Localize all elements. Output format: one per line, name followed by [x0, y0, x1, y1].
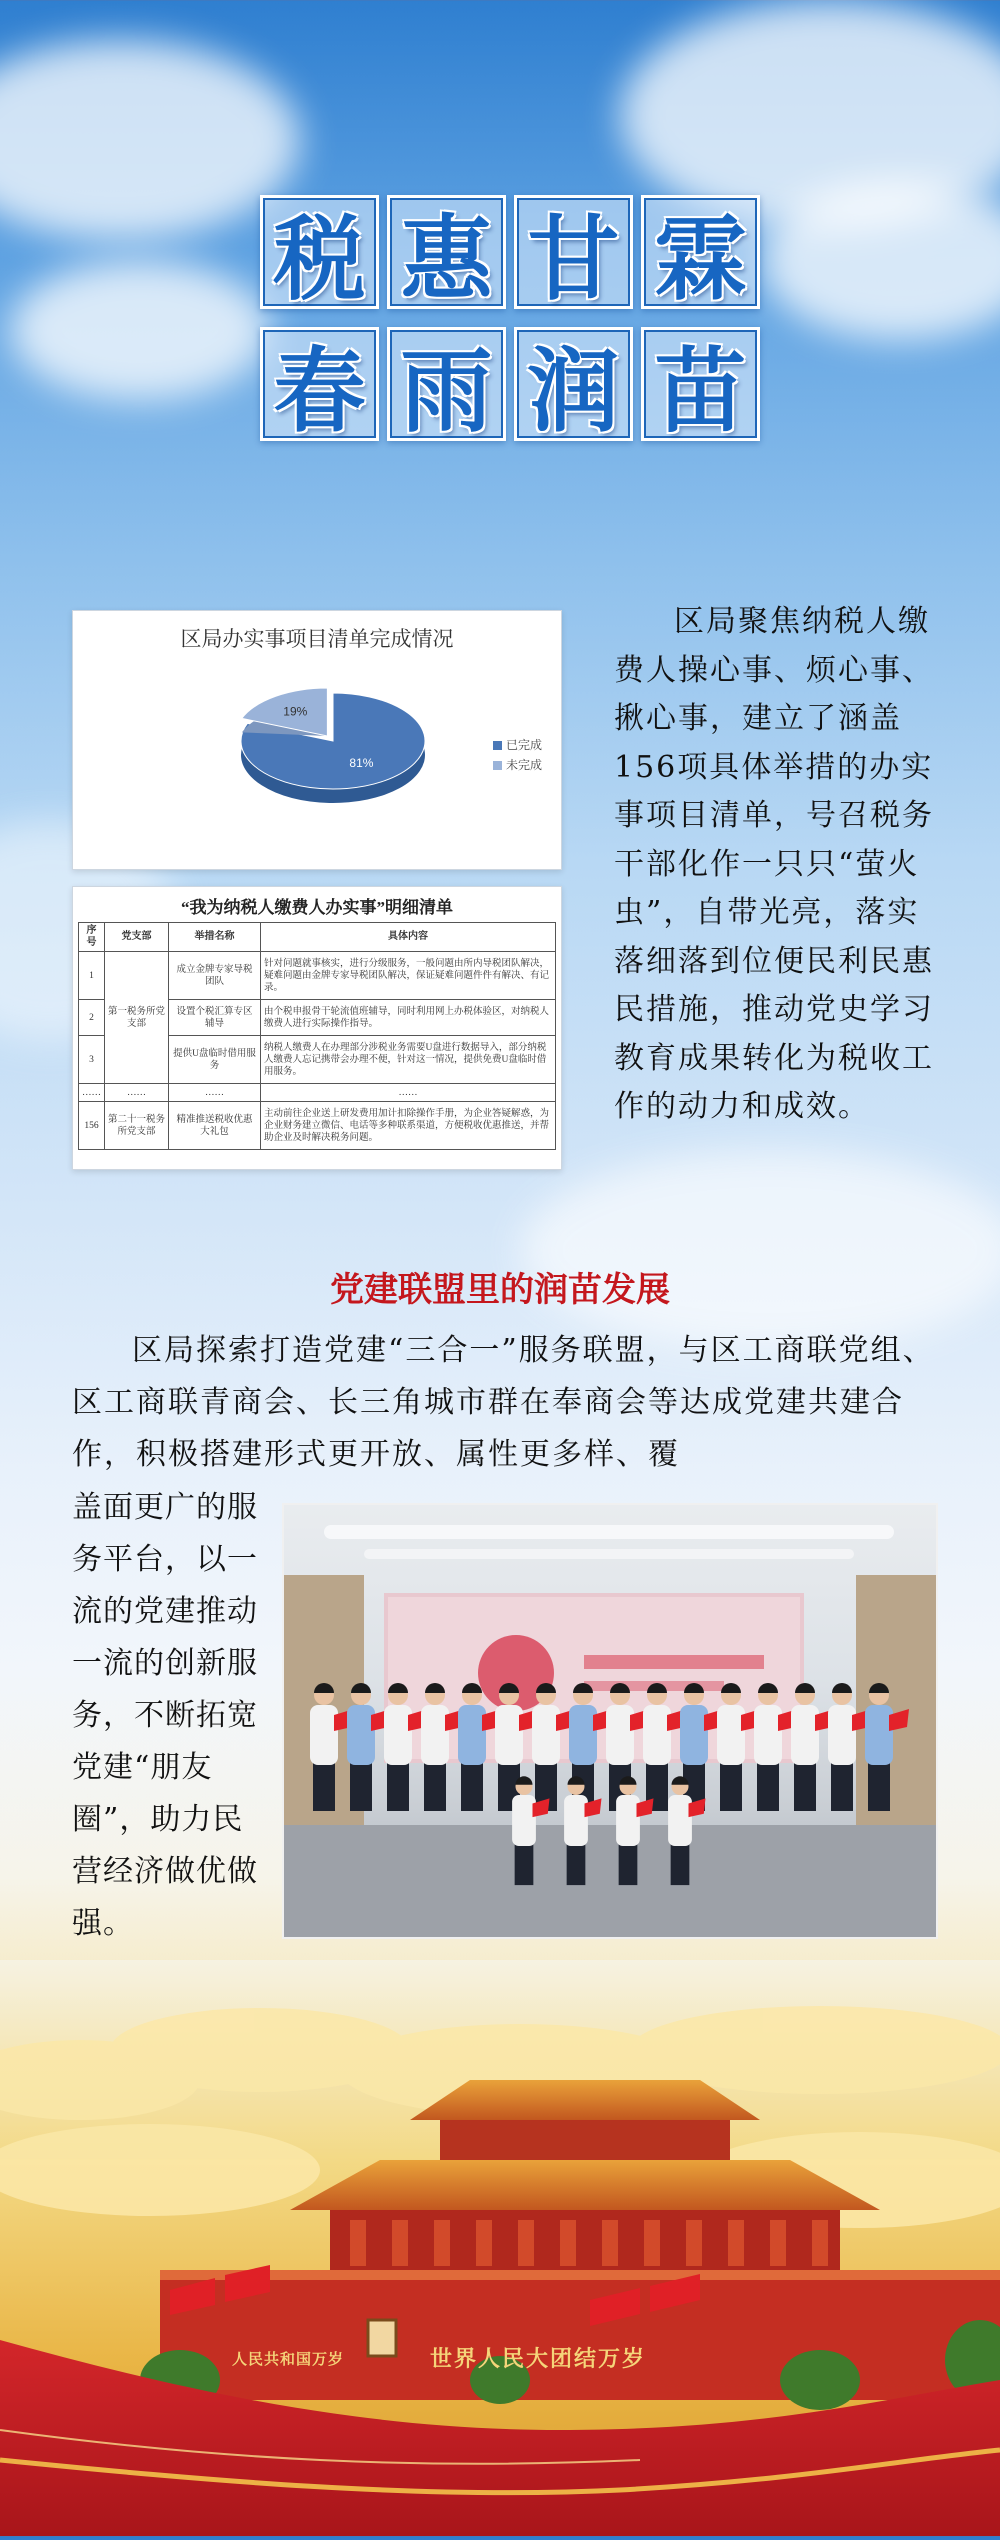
cell-no: 3 [79, 1036, 105, 1084]
banner-left-slogan: 人民共和国万岁 [232, 2350, 345, 2368]
cell-content: 由个税申报骨干轮流值班辅导，同时利用网上办税体验区，对纳税人缴费人进行实际操作指导。 [261, 1000, 556, 1036]
section-paragraph-left: 盖面更广的服务平台，以一流的党建推动一流的创新服务，不断拓宽党建“朋友圈”，助力民营经济做优做强。 [72, 1490, 258, 1941]
table-row [79, 1102, 556, 1150]
table-row [79, 1084, 556, 1102]
bottom-scenery [0, 1960, 1000, 2536]
cell-name: 提供U盘临时借用服务 [169, 1036, 261, 1084]
cell-branch: 第二十一税务所党支部 [105, 1102, 169, 1150]
table-title: “我为纳税人缴费人办实事”明细清单 [181, 898, 453, 917]
title-char: 春 [260, 327, 379, 441]
title-char: 甘 [514, 195, 633, 309]
title-char: 霖 [641, 195, 760, 309]
chart-title: 区局办实事项目清单完成情况 [180, 627, 454, 651]
table-header-row [79, 923, 556, 952]
cell-branch: …… [105, 1084, 169, 1102]
legend-label: 已完成 [506, 738, 543, 752]
cell-no: 156 [79, 1102, 105, 1150]
group-photo [282, 1503, 938, 1939]
legend-swatch [493, 761, 502, 770]
cell-content: 针对问题就事核实，进行分级服务，一般问题由所内导税团队解决，疑难问题由金牌专家导税团队解决，保证疑难问题件件有解决、有记录。 [261, 952, 556, 1000]
cell-content: 纳税人缴费人在办理部分涉税业务需要U盘进行数据导入，部分纳税人缴费人忘记携带会办理不便，针对这一情况，提供免费U盘临时借用服务。 [261, 1036, 556, 1084]
title-row-1 [260, 195, 760, 313]
detail-table-panel [72, 886, 562, 1170]
group-photo-illustration [284, 1505, 936, 1937]
title-char: 雨 [387, 327, 506, 441]
table-row [79, 952, 556, 1000]
cell-no: …… [79, 1084, 105, 1102]
cell-content: …… [261, 1084, 556, 1102]
completion-chart-panel [72, 610, 562, 870]
pie-value-label: 81% [349, 755, 374, 770]
chart-legend [493, 735, 542, 775]
detail-table [78, 922, 556, 1150]
poster-title [260, 195, 760, 459]
cell-name: 精准推送税收优惠大礼包 [169, 1102, 261, 1150]
cell-no: 2 [79, 1000, 105, 1036]
pie-chart [73, 611, 561, 869]
header-no: 序号 [79, 923, 105, 952]
title-char: 税 [260, 195, 379, 309]
banner-right-slogan: 世界人民大团结万岁 [430, 2347, 647, 2372]
side-paragraph: 区局聚焦纳税人缴费人操心事、烦心事、揪心事，建立了涵盖156项具体举措的办实事项目清单，号召税务干部化作一只只“萤火虫”，自带光亮，落实落细落到位便民利民惠民措施，推动党史学习教育成果转化为税收工作的动力和成效。 [614, 604, 934, 1124]
title-row-2 [260, 327, 760, 445]
legend-item-completed [493, 735, 542, 755]
cell-branch: 第一税务所党支部 [105, 952, 169, 1084]
legend-item-uncompleted [493, 755, 542, 775]
title-char: 润 [514, 327, 633, 441]
cell-name: …… [169, 1084, 261, 1102]
legend-label: 未完成 [506, 758, 543, 772]
header-content: 具体内容 [261, 923, 556, 952]
header-name: 举措名称 [169, 923, 261, 952]
section-heading: 党建联盟里的润苗发展 [330, 1270, 670, 1310]
cloud [10, 260, 270, 400]
cell-name: 成立金牌专家导税团队 [169, 952, 261, 1000]
title-char: 惠 [387, 195, 506, 309]
title-char: 苗 [641, 327, 760, 441]
cell-no: 1 [79, 952, 105, 1000]
cell-name: 设置个税汇算专区辅导 [169, 1000, 261, 1036]
pie-value-label: 19% [283, 704, 308, 719]
header-branch: 党支部 [105, 923, 169, 952]
section-paragraph-top: 区局探索打造党建“三合一”服务联盟，与区工商联党组、区工商联青商会、长三角城市群在奉商会等达成党建共建合作，积极搭建形式更开放、属性更多样、覆 [72, 1333, 935, 1472]
tiananmen-illustration [0, 1960, 1000, 2536]
cloud [520, 1150, 1000, 1350]
cell-content: 主动前往企业送上研发费用加计扣除操作手册，为企业答疑解惑，为企业财务建立微信、电话等多种联系渠道，方便税收优惠推送，并帮助企业及时解决税务问题。 [261, 1102, 556, 1150]
legend-swatch [493, 741, 502, 750]
cloud [0, 40, 300, 240]
